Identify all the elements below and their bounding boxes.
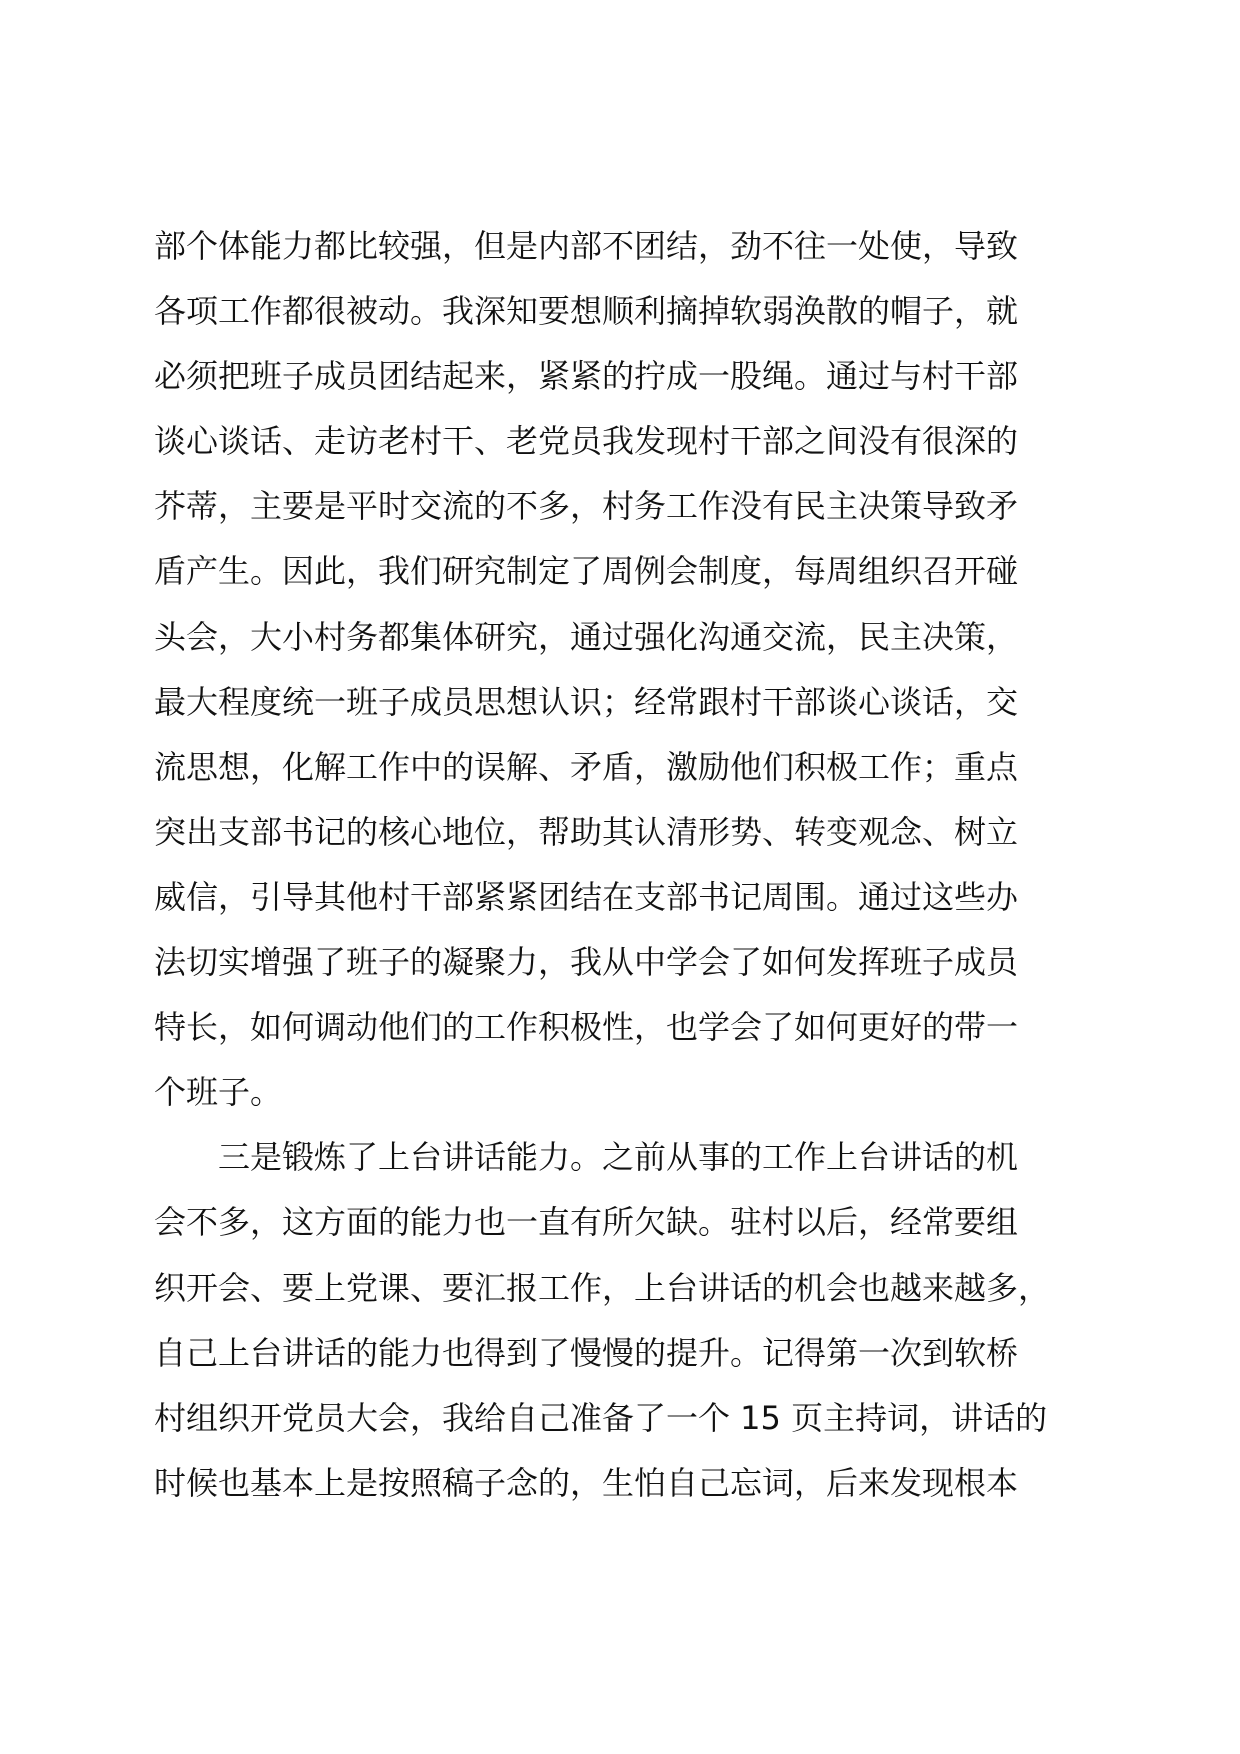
text-line: 村组织开党员大会，我给自己准备了一个 15 页主持词，讲话的 — [154, 1398, 1048, 1437]
text-line: 织开会、要上党课、要汇报工作，上台讲话的机会也越来越多， — [154, 1268, 1051, 1307]
text-line: 突出支部书记的核心地位，帮助其认清形势、转变观念、树立 — [154, 812, 1019, 851]
paragraph-start-line: 三是锻炼了上台讲话能力。之前从事的工作上台讲话的机 — [218, 1138, 1019, 1177]
body-text — [154, 214, 1094, 1516]
text-line: 时候也基本上是按照稿子念的，生怕自己忘词，后来发现根本 — [154, 1463, 1019, 1502]
text-line: 特长，如何调动他们的工作积极性，也学会了如何更好的带一 — [154, 1008, 1019, 1047]
text-line: 头会，大小村务都集体研究，通过强化沟通交流，民主决策， — [154, 617, 1019, 656]
text-line: 最大程度统一班子成员思想认识；经常跟村干部谈心谈话，交 — [154, 682, 1019, 721]
text-line: 必须把班子成员团结起来，紧紧的拧成一股绳。通过与村干部 — [154, 357, 1019, 396]
text-line: 各项工作都很被动。我深知要想顺利摘掉软弱涣散的帽子，就 — [154, 292, 1019, 331]
text-line: 个班子。 — [154, 1073, 283, 1112]
text-line: 部个体能力都比较强，但是内部不团结，劲不往一处使，导致 — [154, 227, 1019, 265]
text-line: 流思想，化解工作中的误解、矛盾，激励他们积极工作；重点 — [154, 747, 1019, 786]
text-line: 盾产生。因此，我们研究制定了周例会制度，每周组织召开碰 — [154, 552, 1019, 591]
text-line: 法切实增强了班子的凝聚力，我从中学会了如何发挥班子成员 — [154, 943, 1019, 982]
text-line: 芥蒂，主要是平时交流的不多，村务工作没有民主决策导致矛 — [154, 487, 1019, 526]
text-line: 会不多，这方面的能力也一直有所欠缺。驻村以后，经常要组 — [154, 1203, 1019, 1242]
text-line: 自己上台讲话的能力也得到了慢慢的提升。记得第一次到软桥 — [154, 1333, 1019, 1372]
text-line: 威信，引导其他村干部紧紧团结在支部书记周围。通过这些办 — [154, 877, 1019, 916]
text-line: 谈心谈话、走访老村干、老党员我发现村干部之间没有很深的 — [154, 422, 1019, 461]
